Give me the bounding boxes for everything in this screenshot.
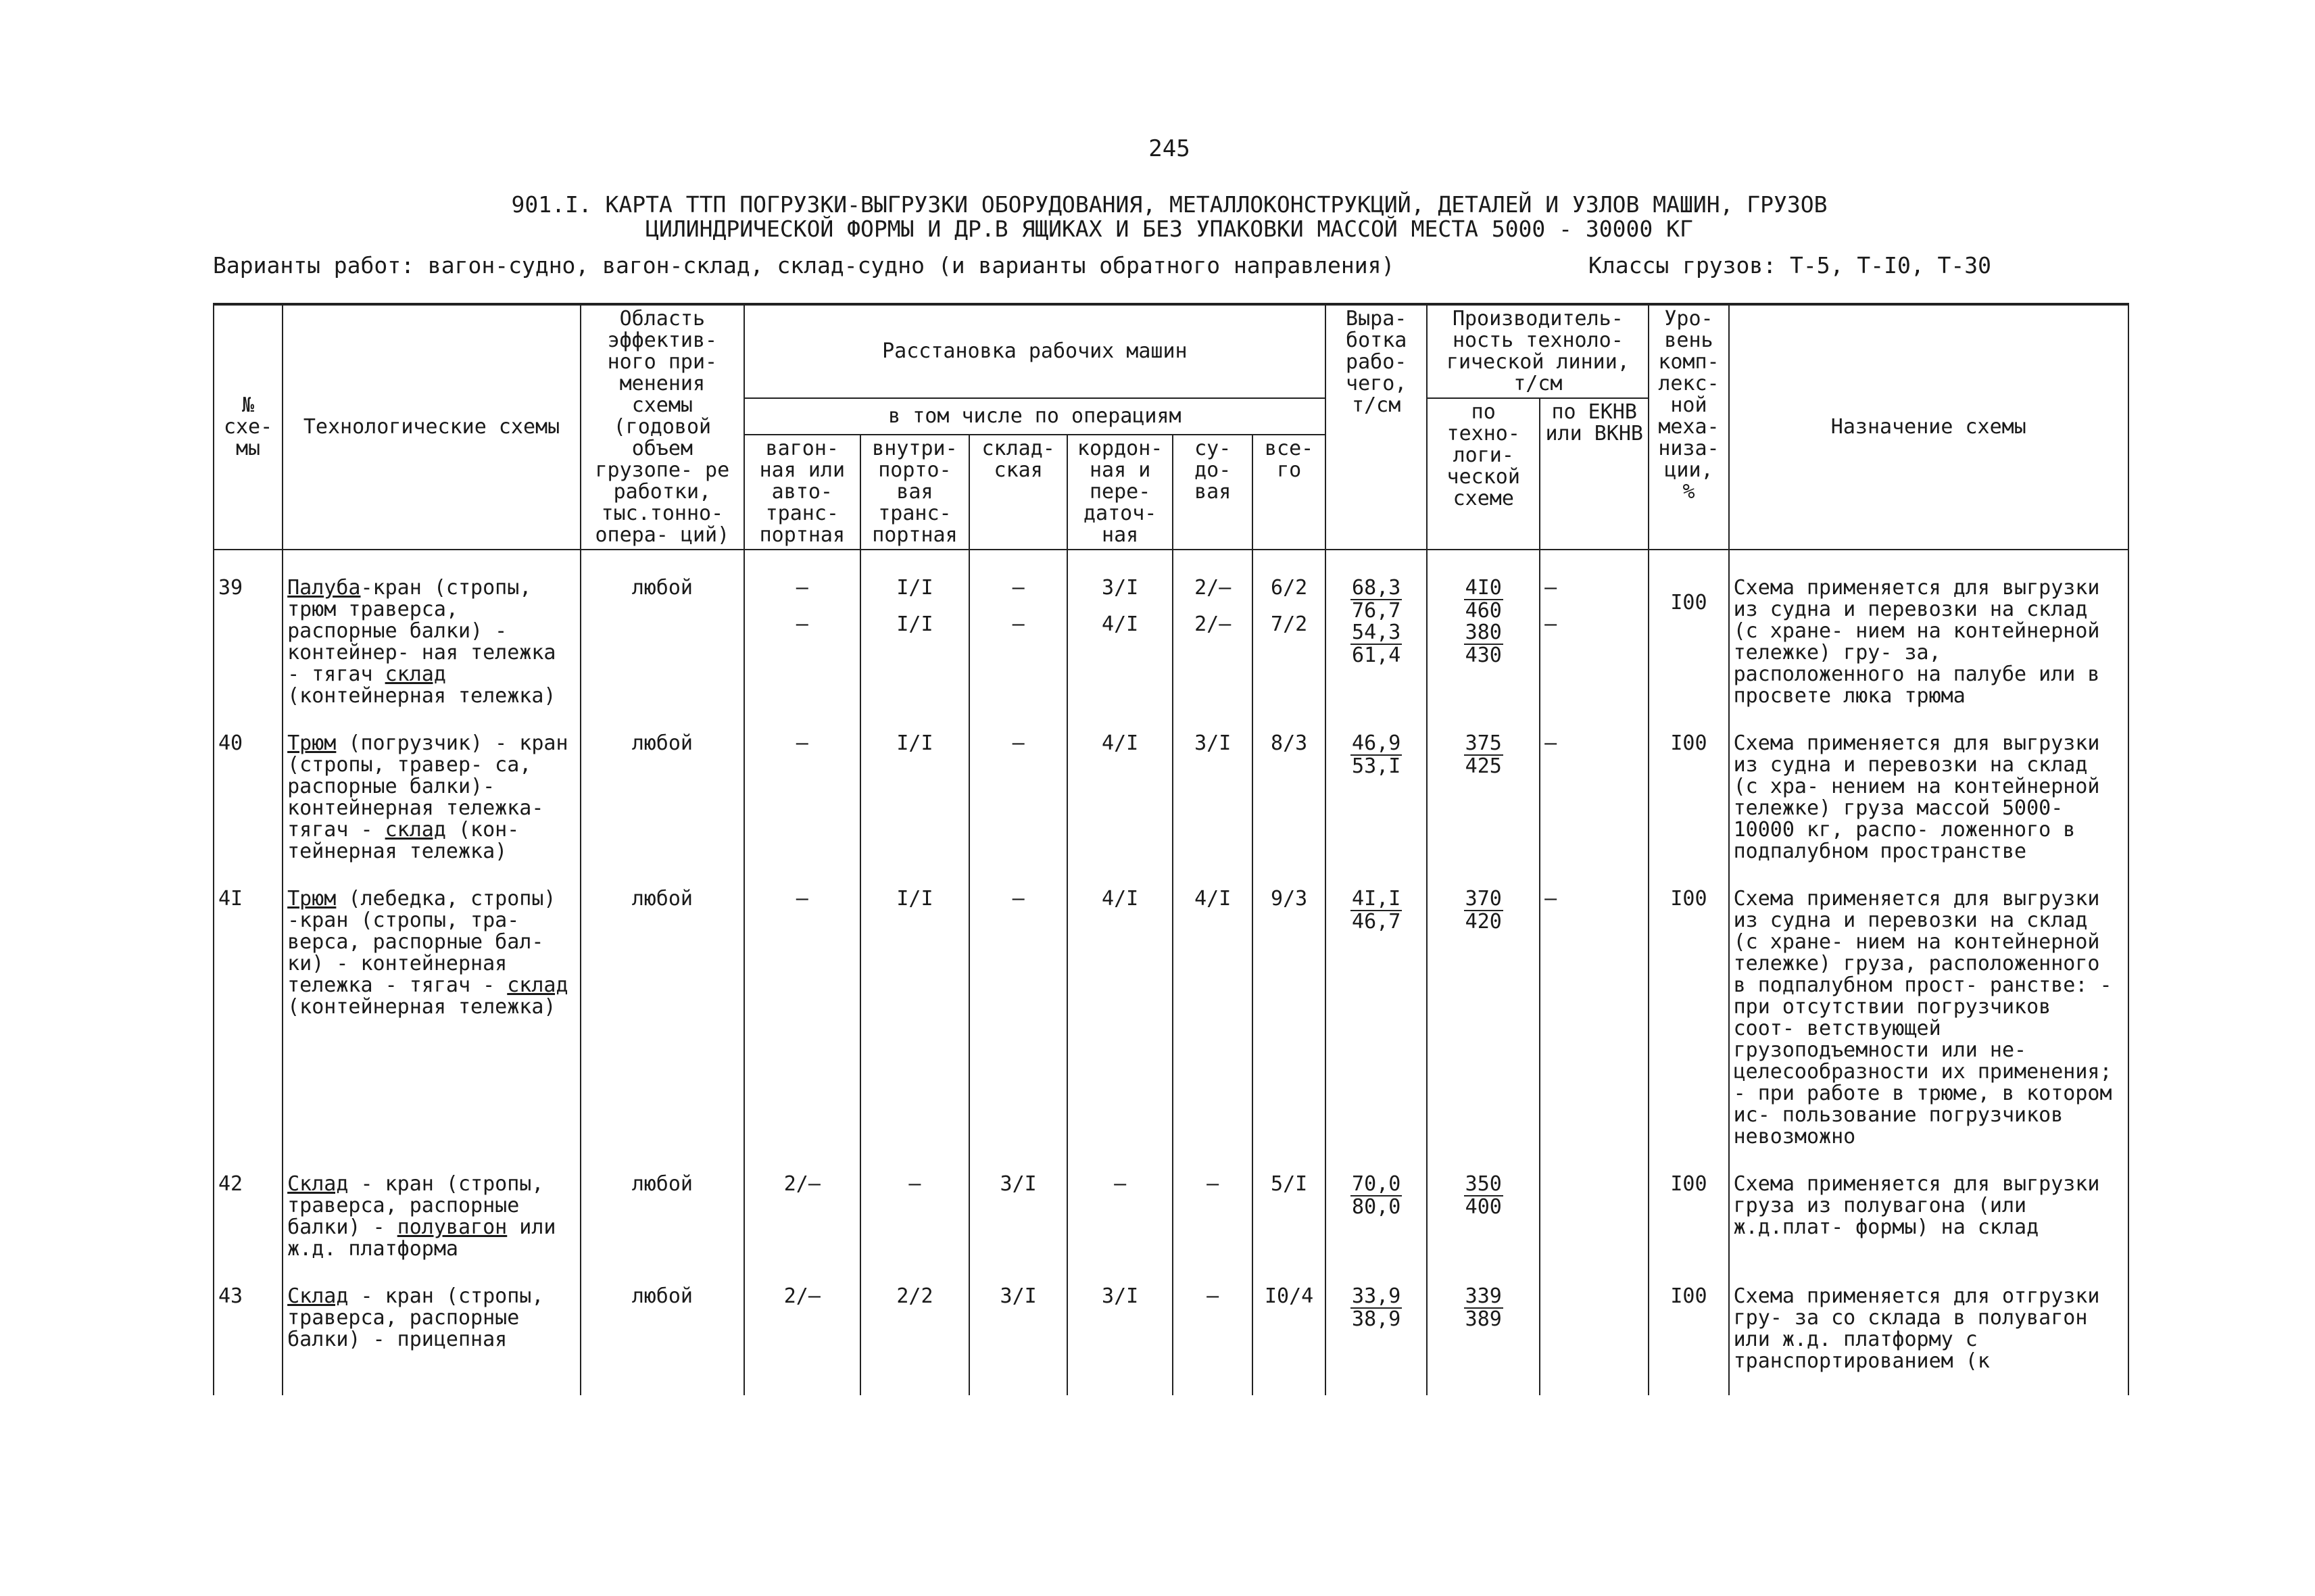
header-ship: су- до- вая bbox=[1173, 435, 1252, 550]
cell-inner: I/I bbox=[860, 730, 969, 886]
header-by-eknv: по ЕКНВ или ВКНВ bbox=[1540, 398, 1649, 550]
cell-cordon: 4/I bbox=[1067, 886, 1173, 1171]
cell-inner: 2/2 bbox=[860, 1283, 969, 1395]
cell-eknv: – bbox=[1540, 730, 1649, 886]
header-tech-schemes: Технологические схемы bbox=[283, 304, 581, 550]
cell-level: I00 bbox=[1649, 886, 1728, 1171]
cell-purpose: Схема применяется для выгрузки из судна и перевозки на склад (с хране- нием на контейнерной тележке) груза, расположенного в подпалубном прост- ранстве: - при отсутствии погрузчиков соот- ветствующей грузоподъемности или не- целесообразности их применения; - при работе в трюме, в котором ис- пользование погрузчиков невозможно bbox=[1729, 886, 2128, 1171]
cell-productivity: $\frac{4I0}{460}$ $\frac{380}{430}$ bbox=[1427, 550, 1540, 730]
row-area: любой bbox=[581, 550, 744, 730]
cell-productivity: $\frac{350}{400}$ bbox=[1427, 1171, 1540, 1283]
title-line-2: ЦИЛИНДРИЧЕСКОЙ ФОРМЫ И ДР.В ЯЩИКАХ И БЕЗ УПАКОВКИ МАССОЙ МЕСТА 5000 - 30000 КГ bbox=[645, 216, 1693, 242]
cell-output: $\frac{33,9}{38,9}$ bbox=[1325, 1283, 1428, 1395]
cell-ship: 2/– 2/– bbox=[1173, 550, 1252, 730]
cell-warehouse: 3/I bbox=[969, 1283, 1067, 1395]
cell-output: $\frac{70,0}{80,0}$ bbox=[1325, 1171, 1428, 1283]
cell-level: I00 bbox=[1649, 550, 1728, 730]
document-title bbox=[257, 193, 2082, 241]
table-row bbox=[214, 550, 2128, 730]
cell-inner: I/I I/I bbox=[860, 550, 969, 730]
header-scheme-number: № схе- мы bbox=[214, 304, 283, 550]
cell-eknv bbox=[1540, 1283, 1649, 1395]
header-by-scheme: по техно- логи- ческой схеме bbox=[1427, 398, 1540, 550]
cell-total: 6/2 7/2 bbox=[1252, 550, 1325, 730]
row-area: любой bbox=[581, 886, 744, 1171]
cell-level: I00 bbox=[1649, 1171, 1728, 1283]
cell-purpose: Схема применяется для выгрузки груза из полувагона (или ж.д.плат- формы) на склад bbox=[1729, 1171, 2128, 1283]
cell-cordon: 4/I bbox=[1067, 730, 1173, 886]
row-number: 39 bbox=[214, 550, 283, 730]
cell-cordon: 3/I bbox=[1067, 1283, 1173, 1395]
header-line-productivity: Производитель- ность техноло- гической линии, т/см bbox=[1427, 304, 1649, 398]
header-mechanization-level: Уро- вень комп- лекс- ной меха- низа- ции, % bbox=[1649, 304, 1728, 550]
cell-level: I00 bbox=[1649, 1283, 1728, 1395]
cell-total: 9/3 bbox=[1252, 886, 1325, 1171]
cell-wagon: – bbox=[744, 730, 860, 886]
row-tech-scheme: Трюм (погрузчик) - кран (стропы, травер- са, распорные балки)- контейнерная тележка- тягач - склад (кон- тейнерная тележка) bbox=[283, 730, 581, 886]
cell-ship: – bbox=[1173, 1171, 1252, 1283]
cell-purpose: Схема применяется для выгрузки из судна и перевозки на склад (с хра- нением на контейнерной тележке) груза массой 5000-10000 кг, распо- ложенного в подпалубном пространстве bbox=[1729, 730, 2128, 886]
header-by-operations: в том числе по операциям bbox=[744, 398, 1325, 435]
cell-productivity: $\frac{370}{420}$ bbox=[1427, 886, 1540, 1171]
header-wagon: вагон- ная или авто- транс- портная bbox=[744, 435, 860, 550]
cell-eknv: – – bbox=[1540, 550, 1649, 730]
header-total: все- го bbox=[1252, 435, 1325, 550]
row-area: любой bbox=[581, 1283, 744, 1395]
cell-wagon: – bbox=[744, 886, 860, 1171]
cell-level: I00 bbox=[1649, 730, 1728, 886]
row-number: 43 bbox=[214, 1283, 283, 1395]
row-tech-scheme: Склад - кран (стропы, траверса, распорные балки) - полувагон или ж.д. платформа bbox=[283, 1171, 581, 1283]
header-cordon: кордон- ная и пере- даточ- ная bbox=[1067, 435, 1173, 550]
table-row bbox=[214, 1171, 2128, 1283]
table-row bbox=[214, 886, 2128, 1171]
cell-warehouse: – – bbox=[969, 550, 1067, 730]
row-number: 4I bbox=[214, 886, 283, 1171]
cell-productivity: $\frac{339}{389}$ bbox=[1427, 1283, 1540, 1395]
cell-productivity: $\frac{375}{425}$ bbox=[1427, 730, 1540, 886]
row-area: любой bbox=[581, 1171, 744, 1283]
row-tech-scheme: Склад - кран (стропы, траверса, распорные балки) - прицепная bbox=[283, 1283, 581, 1395]
cell-cordon: 3/I 4/I bbox=[1067, 550, 1173, 730]
technology-table bbox=[213, 303, 2129, 1395]
header-warehouse: склад- ская bbox=[969, 435, 1067, 550]
cell-total: I0/4 bbox=[1252, 1283, 1325, 1395]
title-line-1: 901.I. КАРТА ТТП ПОГРУЗКИ-ВЫГРУЗКИ ОБОРУДОВАНИЯ, МЕТАЛЛОКОНСТРУКЦИЙ, ДЕТАЛЕЙ И УЗЛОВ МАШИН, ГРУЗОВ bbox=[511, 191, 1828, 218]
header-scheme-purpose: Назначение схемы bbox=[1729, 304, 2128, 550]
cell-eknv bbox=[1540, 1171, 1649, 1283]
cell-eknv: – bbox=[1540, 886, 1649, 1171]
table-row bbox=[214, 730, 2128, 886]
cell-purpose: Схема применяется для отгрузки гру- за со склада в полувагон или ж.д. платформу с транспортированием (к bbox=[1729, 1283, 2128, 1395]
row-area: любой bbox=[581, 730, 744, 886]
cell-warehouse: 3/I bbox=[969, 1171, 1067, 1283]
cell-ship: 4/I bbox=[1173, 886, 1252, 1171]
cell-ship: 3/I bbox=[1173, 730, 1252, 886]
cell-purpose: Схема применяется для выгрузки из судна и перевозки на склад (с хране- нием на контейнерной тележке) гру- за, расположенного на палубе или в просвете люка трюма bbox=[1729, 550, 2128, 730]
header-worker-output: Выра- ботка рабо- чего, т/см bbox=[1325, 304, 1428, 550]
cell-warehouse: – bbox=[969, 886, 1067, 1171]
cell-inner: I/I bbox=[860, 886, 969, 1171]
row-tech-scheme: Трюм (лебедка, стропы) -кран (стропы, тра- верса, распорные бал- ки) - контейнерная тележка - тягач - склад (контейнерная тележка) bbox=[283, 886, 581, 1171]
row-tech-scheme: Палуба-кран (стропы, трюм траверса, распорные балки) - контейнер- ная тележка - тягач склад (контейнерная тележка) bbox=[283, 550, 581, 730]
work-variants: Варианты работ: вагон-судно, вагон-склад, склад-судно (и варианты обратного направления) bbox=[213, 252, 1395, 279]
header-application-area: Область эффектив- ного при- менения схемы (годовой объем грузопе- ре работки, тыс.тонно-опера- ций) bbox=[581, 304, 744, 550]
cell-total: 5/I bbox=[1252, 1171, 1325, 1283]
cell-warehouse: – bbox=[969, 730, 1067, 886]
header-inner-port: внутри- порто- вая транс- портная bbox=[860, 435, 969, 550]
row-number: 42 bbox=[214, 1171, 283, 1283]
page-number: 245 bbox=[1148, 135, 1190, 162]
cell-total: 8/3 bbox=[1252, 730, 1325, 886]
cell-ship: – bbox=[1173, 1283, 1252, 1395]
cell-wagon: 2/– bbox=[744, 1283, 860, 1395]
cell-output: $\frac{46,9}{53,I}$ bbox=[1325, 730, 1428, 886]
cell-output: $\frac{4I,I}{46,7}$ bbox=[1325, 886, 1428, 1171]
cell-inner: – bbox=[860, 1171, 969, 1283]
cell-cordon: – bbox=[1067, 1171, 1173, 1283]
cargo-classes: Классы грузов: Т-5, Т-I0, Т-30 bbox=[1588, 252, 1992, 279]
cell-output: $\frac{68,3}{76,7}$ $\frac{54,3}{61,4}$ bbox=[1325, 550, 1428, 730]
cell-wagon: 2/– bbox=[744, 1171, 860, 1283]
cell-wagon: – – bbox=[744, 550, 860, 730]
table-row bbox=[214, 1283, 2128, 1395]
row-number: 40 bbox=[214, 730, 283, 886]
header-machine-placement: Расстановка рабочих машин bbox=[744, 304, 1325, 398]
